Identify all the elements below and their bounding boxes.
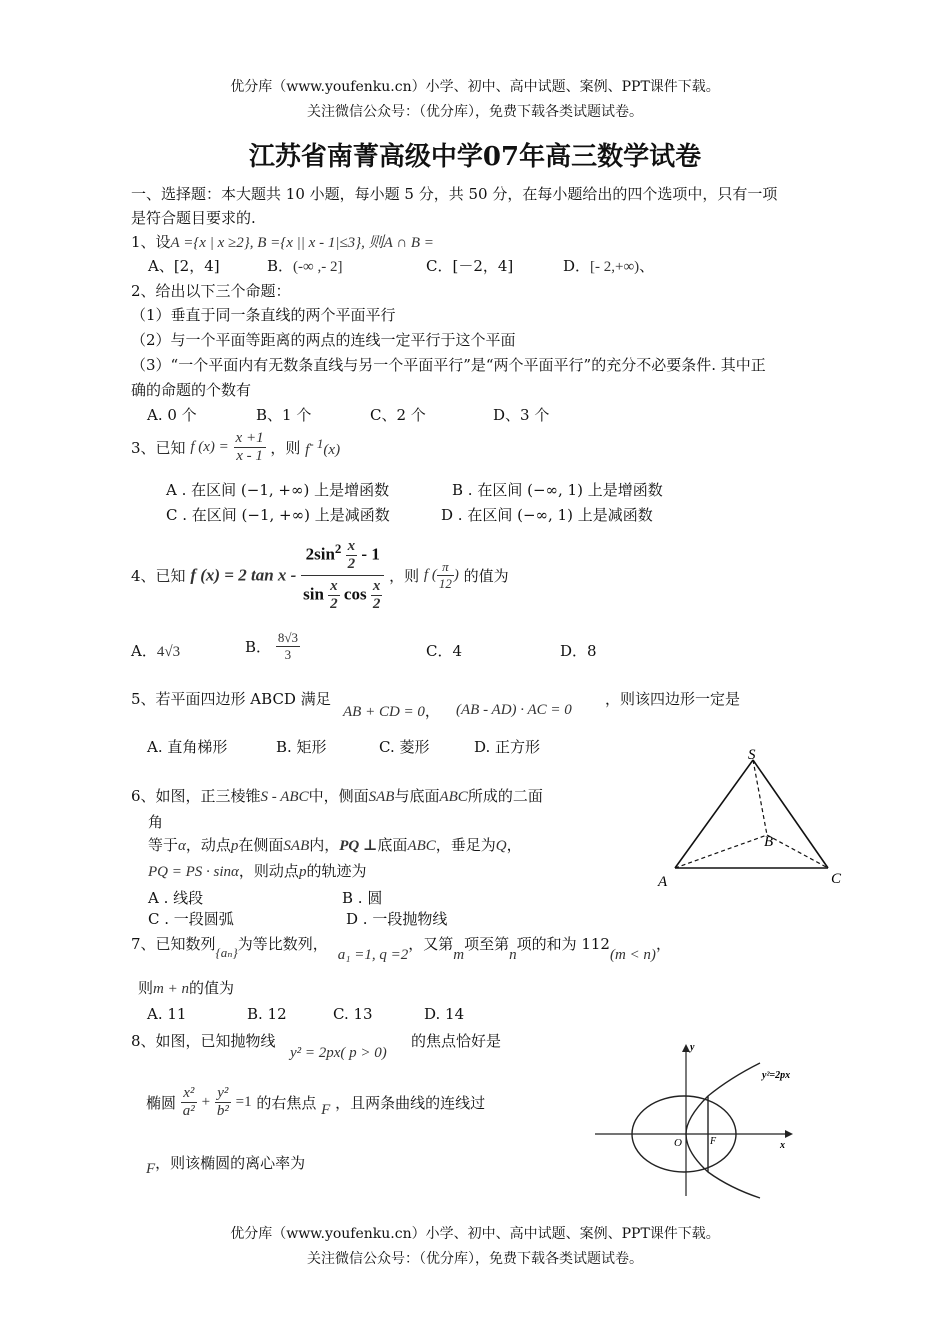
q7-option-b: B. 12 [247,1005,287,1023]
edge-AB [675,835,767,868]
header-line-2: 关注微信公众号：（优分库），免费下载各类试题试卷。 [307,104,643,120]
q4-option-d: D．8 [560,642,597,660]
label-x: x [780,1140,785,1151]
label-A: A [658,874,668,890]
x-axis-arrow-icon [785,1130,793,1138]
label-y: y [690,1042,695,1053]
q6-option-a: A . 线段 [148,889,204,907]
q8-line-3: F，则该椭圆的离心率为 [146,1154,306,1177]
edge-BC [767,835,828,868]
section-intro-line-1: 一、选择题：本大题共 10 小题，每小题 5 分，共 50 分，在每小题给出的四个选项中，只有一项 [131,185,778,203]
q2-option-c: C、2 个 [370,406,426,424]
q1-option-a: A、[2，4] [148,257,220,275]
q2-stem: 2、给出以下三个命题： [131,282,291,300]
page-title: 江苏省南菁高级中学07年高三数学试卷 [248,142,702,172]
header-line-1: 优分库（www.youfenku.cn）小学、初中、高中试题、案例、PPT课件下载。 [230,79,720,95]
q6-line-1: 6、如图，正三棱锥S - ABC中，侧面SAB与底面ABC所成的二面 [131,787,543,805]
footer-line-2: 关注微信公众号：（优分库），免费下载各类试题试卷。 [307,1251,643,1267]
q6-option-b: B . 圆 [342,889,383,907]
q2-proposition-3a: （3）“一个平面内有无数条直线与另一个平面平行”是“两个平面平行”的充分不必要条件. 其中正 [131,356,766,374]
q6-option-c: C . 一段圆弧 [148,910,234,928]
q6-option-d: D . 一段抛物线 [346,910,448,928]
label-F: F [710,1136,717,1147]
q2-proposition-2: （2）与一个平面等距离的两点的连线一定平行于这个平面 [131,331,516,349]
y-axis-arrow-icon [682,1044,690,1052]
q3-option-b: B . 在区间 (−∞, 1) 上是增函数 [452,481,663,499]
q8-parabola-equation: y² = 2px( p > 0) [290,1045,387,1061]
q7-line-2: 则m + n的值为 [138,979,234,997]
q1-option-d: D．[- 2,+∞)、 [563,257,655,275]
q2-option-a: A. 0 个 [147,406,197,424]
q3-option-a: A . 在区间 (−1, +∞) 上是增函数 [166,481,390,499]
q5-option-a: A. 直角梯形 [147,738,228,756]
footer-line-1: 优分库（www.youfenku.cn）小学、初中、高中试题、案例、PPT课件下载。 [230,1226,720,1242]
q6-line-2: 等于α，动点p在侧面SAB内，PQ ⊥底面ABC，垂足为Q， [148,836,522,854]
q2-option-d: D、3 个 [493,406,550,424]
q7-option-d: D. 14 [424,1005,465,1023]
q6-pyramid-figure [650,745,850,895]
q5-option-d: D. 正方形 [474,738,541,756]
q4-option-b: B． $\frac{8√3}{3}$ [245,630,298,662]
label-O: O [674,1137,682,1149]
q5-tail: ，则该四边形一定是 [605,690,741,708]
q8-line-1: 8、如图，已知抛物线 [131,1032,276,1050]
q4-stem: 4、已知 f (x) = 2 tan x - $2\sin^2$ $\frac{x}{2}$ - 1 sin $\frac{x}{2}$ cos $\frac{x}{2}$ ，则 f ( $\frac{\pi}{12}$ ) 的值为 [131,538,509,612]
q5-option-c: C. 菱形 [379,738,430,756]
q7-option-a: A. 11 [147,1005,187,1023]
q4-option-c: C．4 [426,642,463,660]
q7-line-1: 7、已知数列{aₙ}为等比数列，a₁ =1, q =2，又第m项至第n项的和为 112(m < n)， [131,935,671,963]
q1-stem: 1、设A ={x | x ≥2}, B ={x || x - 1|≤3}, 则A ∩ B = [131,233,434,251]
q2-option-b: B、1 个 [256,406,312,424]
label-parabola: y²=2px [762,1070,791,1081]
q5-vector-condition-1: AB + CD = 0， [343,702,440,720]
q5-stem: 5、若平面四边形 ABCD 满足 [131,690,331,708]
q5-vector-condition-2: (AB - AD) · AC = 0 [456,702,572,718]
edge-SA [675,760,753,868]
label-C: C [831,871,842,887]
q6-line-1b: 角 [148,813,164,831]
q3-stem: 3、已知 f (x) = $\frac{x +1}{x - 1}$ ，则 $f^{- 1}(x)$ [131,430,341,464]
label-B: B [764,834,774,850]
q4-fraction: $2\sin^2$ $\frac{x}{2}$ - 1 sin $\frac{x}{2}$ cos $\frac{x}{2}$ [301,538,384,613]
q2-proposition-3b: 确的命题的个数有 [131,381,252,399]
q1-option-b: B．(-∞ ,- 2] [267,257,343,275]
edge-SC [753,760,828,868]
parabola-curve [686,1063,760,1198]
q3-fraction: $\frac{x +1}{x - 1}$ [235,430,264,464]
q2-proposition-1: （1）垂直于同一条直线的两个平面平行 [131,306,396,324]
section-intro-line-2: 是符合题目要求的. [131,209,256,227]
q1-option-c: C．[－2，4] [426,257,514,275]
q4-option-a: A．4√3 [131,642,181,660]
q8-line-2: 椭圆 $\frac{\text{x²}}{\text{a²}}$ + $\frac{\text{y²}}{\text{b²}}$ =1 的右焦点 F ，且两条曲线的连线过 [146,1085,486,1119]
label-S: S [748,747,756,763]
q8-line-1-tail: 的焦点恰好是 [411,1032,502,1050]
q6-line-3: PQ = PS · sinα，则动点p的轨迹为 [148,862,367,880]
q7-option-c: C. 13 [333,1005,373,1023]
q5-option-b: B. 矩形 [276,738,327,756]
q3-option-d: D . 在区间 (−∞, 1) 上是减函数 [441,506,653,524]
q8-conic-figure [580,1038,810,1200]
q3-option-c: C . 在区间 (−1, +∞) 上是减函数 [166,506,390,524]
